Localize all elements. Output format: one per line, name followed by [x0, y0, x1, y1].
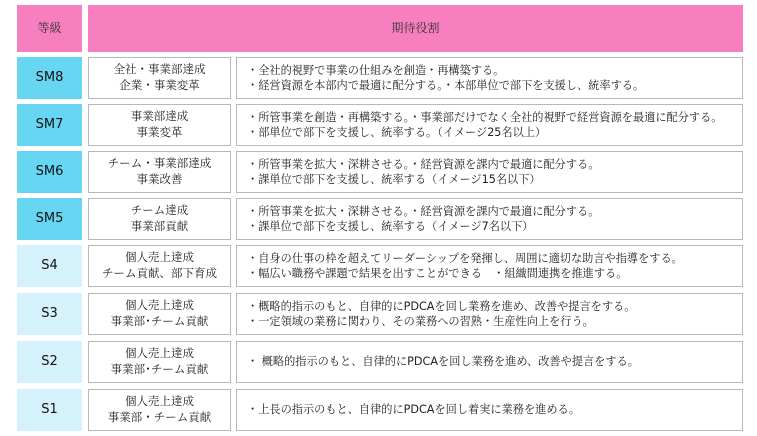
target-cell: 個人売上達成 事業部・チーム貢献 — [88, 389, 231, 431]
target-cell: 個人売上達成 事業部･チーム貢献 — [88, 341, 231, 383]
grade-cell: SM6 — [17, 151, 82, 193]
header-role: 期待役割 — [88, 5, 743, 52]
target-cell: 個人売上達成 事業部･チーム貢献 — [88, 293, 231, 335]
grade-cell: S3 — [17, 293, 82, 335]
role-cell: ・上長の指示のもと、自律的にPDCAを回し着実に業務を進める。 — [236, 389, 743, 431]
role-cell: ・所管事業を創造・再構築する。・事業部だけでなく全社的視野で経営資源を最適に配分する。 ・部単位で部下を支援し、統率する。（イメージ25名以上） — [236, 104, 743, 146]
grade-cell: S1 — [17, 389, 82, 431]
grade-cell: SM5 — [17, 198, 82, 240]
grade-cell: SM7 — [17, 104, 82, 146]
target-cell: 個人売上達成 チーム貢献、部下育成 — [88, 245, 231, 287]
role-cell: ・所管事業を拡大・深耕させる。・経営資源を課内で最適に配分する。 ・課単位で部下を支援し、統率する（イメージ15名以下） — [236, 151, 743, 193]
role-cell: ・所管事業を拡大・深耕させる。・経営資源を課内で最適に配分する。 ・課単位で部下を支援し、統率する（イメージ7名以下） — [236, 198, 743, 240]
target-cell: チーム達成 事業部貢献 — [88, 198, 231, 240]
grade-cell: S4 — [17, 245, 82, 287]
target-cell: 全社・事業部達成 企業・事業変革 — [88, 57, 231, 99]
role-cell: ・ 概略的指示のもと、自律的にPDCAを回し業務を進め、改善や提言をする。 — [236, 341, 743, 383]
role-cell: ・全社的視野で事業の仕組みを創造・再構築する。 ・経営資源を本部内で最適に配分する。・本部単位で部下を支援し、統率する。 — [236, 57, 743, 99]
role-cell: ・概略的指示のもと、自律的にPDCAを回し業務を進め、改善や提言をする。 ・一定領域の業務に関わり、その業務への習熟・生産性向上を行う。 — [236, 293, 743, 335]
target-cell: チーム・事業部達成 事業改善 — [88, 151, 231, 193]
target-cell: 事業部達成 事業変革 — [88, 104, 231, 146]
role-cell: ・自身の仕事の枠を超えてリーダーシップを発揮し、周囲に適切な助言や指導をする。 ・幅広い職務や課題で結果を出すことができる ・組織間連携を推進する。 — [236, 245, 743, 287]
grade-cell: SM8 — [17, 57, 82, 99]
header-grade: 等級 — [17, 5, 82, 52]
grade-cell: S2 — [17, 341, 82, 383]
